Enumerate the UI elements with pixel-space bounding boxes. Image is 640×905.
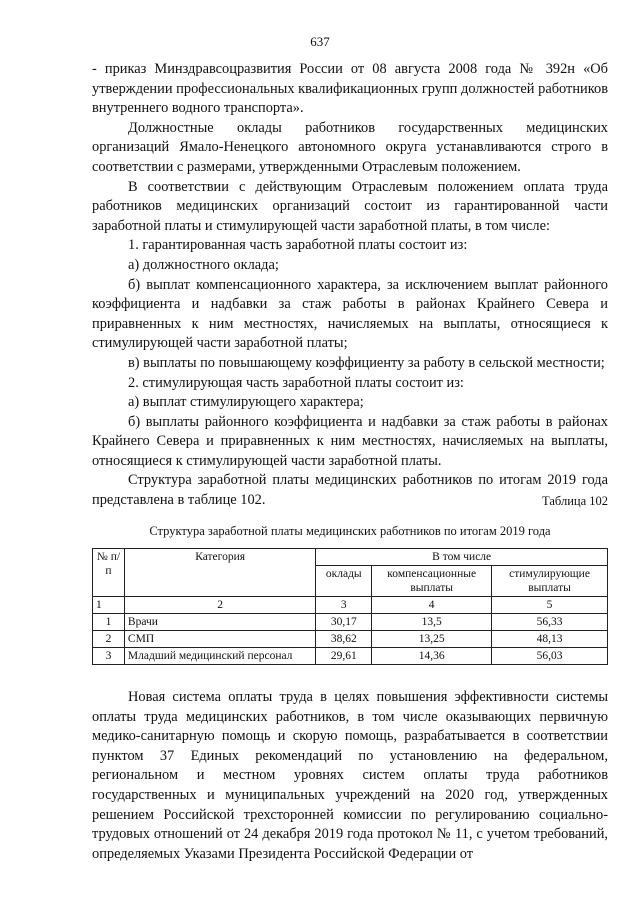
body-text [92, 60, 608, 511]
paragraph-guaranteed-part: 1. гарантированная часть заработной платы состоит из: [128, 237, 468, 254]
paragraph-order-item: - приказ Минздравсоцразвития России от 08 августа 2008 года № 392н «Об утверждении профессиональных квалификационных групп должностей работников внутреннего водного транспорта». [92, 61, 608, 117]
table-cell: 56,33 [492, 614, 608, 631]
paragraph-new-system: Новая система оплаты труда в целях повышения эффективности системы оплаты труда медицинских работников, в том числе оказывающих первичную медико-санитарную помощь и скорую помощь, разрабатывается в соответствии пунктом 37 Единых рекомендаций по установлению на федеральном, региональном и местном уровнях систем оплаты труда работников государственных и муниципальных учреждений на 2020 год, утвержденных решением Российской трехсторонней комиссии по регулированию социально-трудовых отношений от 24 декабря 2019 года протокол № 11, с учетом требований, определяемых Указами Президента Российской Федерации от [92, 689, 608, 862]
table-cell: 4 [372, 597, 492, 614]
table-header-row [93, 549, 608, 566]
table-cell: Младший медицинский персонал [124, 648, 315, 665]
table-cell: 1 [93, 614, 125, 631]
table-cell: 30,17 [316, 614, 372, 631]
table-cell: 14,36 [372, 648, 492, 665]
subheader-salaries: оклады [316, 566, 372, 597]
table-label: Таблица 102 [542, 494, 608, 508]
table-row [93, 631, 608, 648]
table-cell: 3 [316, 597, 372, 614]
table-cell: Врачи [124, 614, 315, 631]
table-cell: 3 [93, 648, 125, 665]
paragraph-structure: В соответствии с действующим Отраслевым положением оплата труда работников медицинских организаций состоит из гарантированной части заработной платы и стимулирующей части заработной платы, в том числе: [92, 178, 608, 234]
subheader-incentive: стимулирующие выплаты [492, 566, 608, 597]
header-group: В том числе [316, 549, 608, 566]
table-title: Структура заработной платы медицинских работников по итогам 2019 года [149, 524, 551, 538]
table-cell: 2 [124, 597, 315, 614]
list-item-2a: а) должностного оклада; [128, 256, 279, 273]
table-cell: 2 [93, 631, 125, 648]
header-number: № п/п [93, 549, 125, 597]
table-row [93, 648, 608, 665]
list-item-2c: в) выплаты по повышающему коэффициенту за работу в сельской местности; [128, 354, 605, 371]
table-cell: СМП [124, 631, 315, 648]
header-category: Категория [124, 549, 315, 597]
table-cell: 29,61 [316, 648, 372, 665]
page-number: 637 [310, 34, 330, 49]
list-item-2b: б) выплат компенсационного характера, за исключением выплат районного коэффициента и надбавки за стаж работы в районах Крайнего Севера и приравненных к ним местностях, начисляемых на выплаты, относящиеся к стимулирующей части заработной платы; [92, 276, 608, 352]
closing-text [92, 688, 608, 864]
table-cell: 56,03 [492, 648, 608, 665]
paragraph-incentive-part: 2. стимулирующая часть заработной платы состоит из: [128, 374, 464, 391]
table-row [93, 614, 608, 631]
table-cell: 38,62 [316, 631, 372, 648]
table-cell: 13,25 [372, 631, 492, 648]
paragraph-table-ref: Структура заработной платы медицинских работников по итогам 2019 года представлена в таблице 102. [92, 472, 608, 509]
table-cell: 13,5 [372, 614, 492, 631]
table-cell: 5 [492, 597, 608, 614]
subheader-compensation: компенсационные выплаты [372, 566, 492, 597]
table-cell: 48,13 [492, 631, 608, 648]
list-item-3b: б) выплаты районного коэффициента и надбавки за стаж работы в районах Крайнего Севера и приравненных к ним местностях, начисляемых на выплаты, относящиеся к стимулирующей части заработной платы. [92, 413, 608, 469]
list-item-3a: а) выплат стимулирующего характера; [128, 394, 364, 411]
paragraph-salaries: Должностные оклады работников государственных медицинских организаций Ямало-Ненецкого автономного округа устанавливаются строго в соответствии с размерами, утвержденными Отраслевым положением. [92, 119, 608, 175]
table-cell: 1 [93, 597, 125, 614]
table-index-row [93, 597, 608, 614]
salary-structure-table [92, 548, 608, 665]
